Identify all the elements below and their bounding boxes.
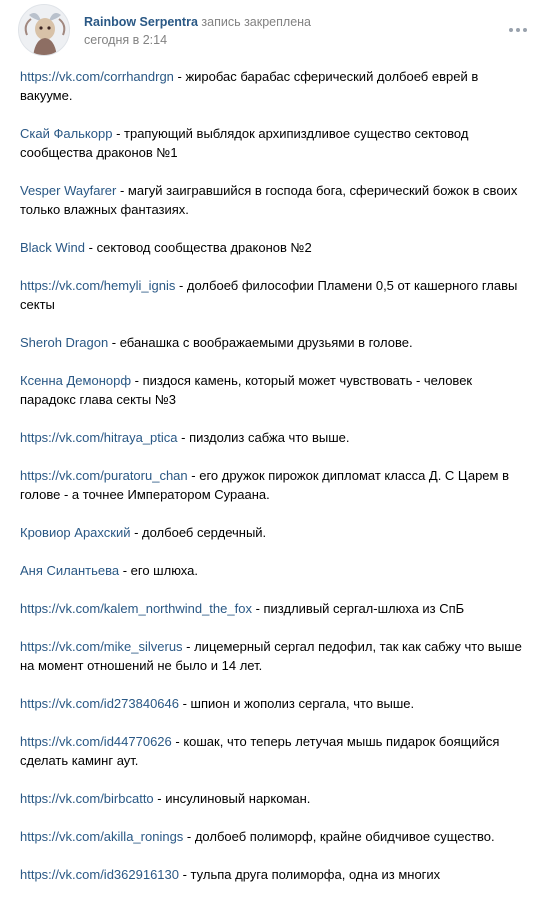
post-entry — [20, 181, 530, 219]
post-entry — [20, 732, 530, 770]
more-dots-icon[interactable] — [506, 22, 530, 38]
post-author[interactable]: Rainbow Serpentra — [84, 15, 198, 29]
entry-link[interactable]: https://vk.com/kalem_northwind_the_fox — [20, 601, 252, 616]
entry-text: - сектовод сообщества драконов №2 — [85, 240, 312, 255]
entry-text: - лицемерный сергал педофил, так как сабжу что выше на момент отношений не было и 14 лет. — [20, 639, 522, 673]
entry-link[interactable]: https://vk.com/hitraya_ptica — [20, 430, 178, 445]
post-entry — [20, 333, 530, 352]
entry-text: - пиздося камень, который может чувствовать - человек парадокс глава секты №3 — [20, 373, 473, 407]
post-entry — [20, 865, 530, 884]
entry-link[interactable]: Vesper Wayfarer — [20, 183, 117, 198]
entry-text: - его дружок пирожок дипломат класса Д. С Царем в голове - а точнее Императором Сураана. — [20, 468, 509, 502]
entry-link[interactable]: https://vk.com/id44770626 — [20, 734, 172, 749]
post-entry — [20, 789, 530, 808]
post-entry — [20, 637, 530, 675]
post-entry — [20, 466, 530, 504]
entry-text: - трапующий выблядок архипиздливое существо сектовод сообщества драконов №1 — [20, 126, 469, 160]
post-entry — [20, 428, 530, 447]
entry-link[interactable]: https://vk.com/id362916130 — [20, 867, 179, 882]
entry-link[interactable]: https://vk.com/hemyli_ignis — [20, 278, 176, 293]
entry-link[interactable]: Sheroh Dragon — [20, 335, 109, 350]
entry-text: - его шлюха. — [119, 563, 198, 578]
entry-text: - пиздливый сергал-шлюха из СпБ — [251, 601, 465, 616]
entry-text: - шпион и жополиз сергала, что выше. — [179, 696, 415, 711]
post-entry — [20, 523, 530, 542]
entry-link[interactable]: https://vk.com/birbcatto — [20, 791, 154, 806]
entry-text: - магуй заигравшийся в господа бога, сферический божок в своих только влажных фантазиях. — [20, 183, 518, 217]
entry-link[interactable]: Ксенна Демонорф — [20, 373, 132, 388]
entry-text: - долбоеб сердечный. — [130, 525, 267, 540]
entry-text: - жиробас барабас сферический долбоеб еврей в вакууме. — [20, 69, 479, 103]
entry-text: - долбоеб философии Пламени 0,5 от кашерного главы секты — [20, 278, 518, 312]
post-entry — [20, 238, 530, 257]
entry-link[interactable]: Скай Фалькорр — [20, 126, 113, 141]
entry-link[interactable]: Аня Силантьева — [20, 563, 120, 578]
post-entry — [20, 371, 530, 409]
post-entry — [20, 124, 530, 162]
entry-text: - инсулиновый наркоман. — [153, 791, 311, 806]
entry-link[interactable]: Black Wind — [20, 240, 86, 255]
post-entry — [20, 599, 530, 618]
post-entry — [20, 561, 530, 580]
post-author-line — [84, 14, 311, 30]
post-entry — [20, 827, 530, 846]
post-entry — [20, 694, 530, 713]
entry-text: - кошак, что теперь летучая мышь пидарок боящийся сделать каминг аут. — [20, 734, 500, 768]
entry-link[interactable]: https://vk.com/akilla_ronings — [20, 829, 184, 844]
post-entry — [20, 276, 530, 314]
post-action-text: запись закреплена — [201, 15, 312, 29]
entry-link[interactable]: https://vk.com/puratoru_chan — [20, 468, 188, 483]
entry-link[interactable]: https://vk.com/id273840646 — [20, 696, 179, 711]
post-body — [20, 67, 530, 903]
entry-link[interactable]: https://vk.com/corrhandrgn — [20, 69, 174, 84]
entry-text: - долбоеб полиморф, крайне обидчивое существо. — [183, 829, 495, 844]
entry-text: - ебанашка с воображаемыми друзьями в голове. — [108, 335, 413, 350]
post-header — [0, 0, 544, 60]
post-entry — [20, 67, 530, 105]
entry-link[interactable]: https://vk.com/mike_silverus — [20, 639, 183, 654]
post-time[interactable]: сегодня в 2:14 — [84, 33, 168, 47]
entry-link[interactable]: Кровиор Арахский — [20, 525, 131, 540]
entry-text: - пиздолиз сабжа что выше. — [177, 430, 350, 445]
entry-text: - тульпа друга полиморфа, одна из многих — [179, 867, 441, 882]
dragon-avatar-icon[interactable] — [18, 4, 70, 56]
